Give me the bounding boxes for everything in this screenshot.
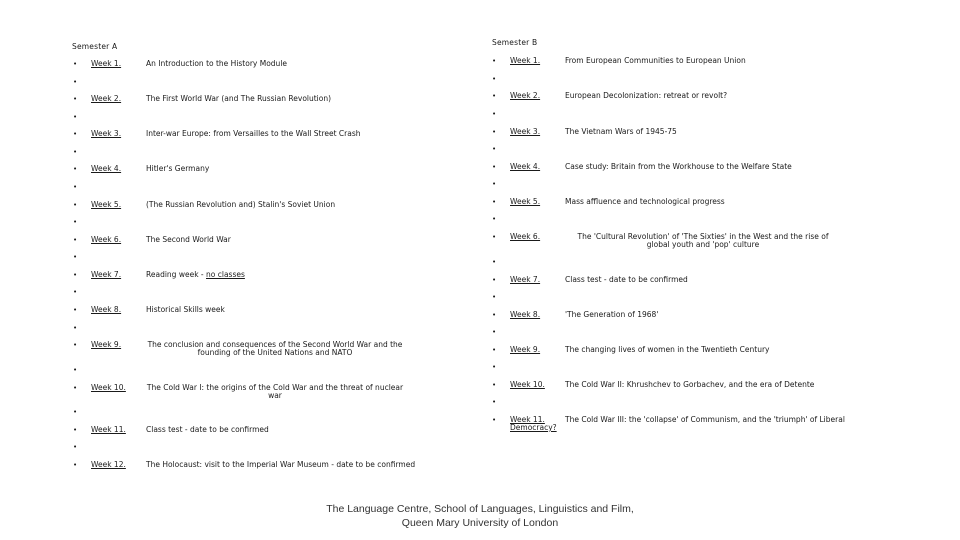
bullet-icon: • — [73, 288, 78, 296]
bullet-icon: • — [73, 95, 78, 103]
footer-credit — [0, 502, 960, 530]
bullet-icon: • — [73, 236, 78, 244]
bullet-icon: • — [73, 384, 78, 392]
week-label: Week 6. — [91, 235, 122, 244]
bullet-icon: • — [73, 443, 78, 451]
bullet-icon: • — [492, 163, 497, 171]
week-label: Week 6. — [510, 232, 541, 241]
bullet-icon: • — [73, 60, 78, 68]
week-topic: The 'Cultural Revolution' of 'The Sixties' in the West and the rise of global youth and 'pop' culture — [577, 232, 829, 249]
week-label: Week 10. — [510, 380, 545, 389]
bullet-icon: • — [73, 408, 78, 416]
week-label — [510, 416, 562, 432]
bullet-icon: • — [492, 57, 497, 65]
bullet-icon: • — [492, 398, 497, 406]
week-topic: Inter-war Europe: from Versailles to the Wall Street Crash — [146, 129, 361, 138]
week-topic: European Decolonization: retreat or revolt? — [565, 91, 728, 100]
week-label: Week 3. — [91, 129, 122, 138]
week-topic: The Vietnam Wars of 1945-75 — [565, 127, 677, 136]
bullet-icon: • — [73, 306, 78, 314]
bullet-icon: • — [492, 346, 497, 354]
week-topic: An Introduction to the History Module — [146, 59, 288, 68]
week-label: Week 4. — [91, 164, 122, 173]
bullet-icon: • — [492, 75, 497, 83]
week-topic: The Second World War — [146, 235, 231, 244]
bullet-icon: • — [73, 461, 78, 469]
bullet-icon: • — [73, 341, 78, 349]
bullet-icon: • — [73, 324, 78, 332]
week-label: Week 3. — [510, 127, 541, 136]
week-topic: (The Russian Revolution and) Stalin's Soviet Union — [146, 200, 336, 209]
bullet-icon: • — [73, 253, 78, 261]
bullet-icon: • — [492, 381, 497, 389]
week-topic: Mass affluence and technological progress — [565, 197, 725, 206]
week-label: Week 4. — [510, 162, 541, 171]
week-label: Week 1. — [91, 59, 122, 68]
bullet-icon: • — [73, 218, 78, 226]
week-topic: Class test - date to be confirmed — [146, 425, 269, 434]
bullet-icon: • — [73, 165, 78, 173]
bullet-icon: • — [492, 328, 497, 336]
bullet-icon: • — [73, 426, 78, 434]
bullet-icon: • — [73, 78, 78, 86]
week-label: Week 12. — [91, 460, 126, 469]
bullet-icon: • — [492, 416, 497, 424]
bullet-icon: • — [73, 113, 78, 121]
week-topic: The conclusion and consequences of the Second World War and the founding of the United Nations and NATO — [147, 340, 403, 357]
bullet-icon: • — [73, 366, 78, 374]
semester-a-heading: Semester A — [72, 42, 118, 51]
week-label: Week 8. — [91, 305, 122, 314]
week-topic: Class test - date to be confirmed — [565, 275, 688, 284]
bullet-icon: • — [73, 148, 78, 156]
week-topic: The changing lives of women in the Twentieth Century — [565, 345, 770, 354]
week-label: Week 7. — [91, 270, 122, 279]
bullet-icon: • — [73, 130, 78, 138]
week-label: Week 9. — [510, 345, 541, 354]
bullet-icon: • — [492, 110, 497, 118]
week-label: Week 11. — [91, 425, 126, 434]
bullet-icon: • — [492, 311, 497, 319]
week-topic: The First World War (and The Russian Revolution) — [146, 94, 332, 103]
week-label: Week 2. — [91, 94, 122, 103]
bullet-icon: • — [492, 363, 497, 371]
bullet-icon: • — [492, 215, 497, 223]
week-topic: Case study: Britain from the Workhouse to the Welfare State — [565, 162, 792, 171]
week-topic: 'The Generation of 1968' — [565, 310, 659, 319]
week-label: Week 7. — [510, 275, 541, 284]
bullet-icon: • — [73, 271, 78, 279]
week-topic — [146, 271, 245, 279]
bullet-icon: • — [492, 293, 497, 301]
bullet-icon: • — [492, 258, 497, 266]
bullet-icon: • — [492, 198, 497, 206]
no-classes-note: no classes — [206, 270, 245, 279]
week-label: Week 5. — [510, 197, 541, 206]
footer-line-1: The Language Centre, School of Languages, Linguistics and Film, — [326, 503, 634, 515]
week-topic: The Cold War I: the origins of the Cold War and the threat of nuclear war — [146, 383, 404, 400]
week-label: Week 5. — [91, 200, 122, 209]
week-number: Week 11. — [510, 415, 545, 424]
week-topic: Historical Skills week — [146, 305, 225, 314]
bullet-icon: • — [492, 128, 497, 136]
week-topic-text: Reading week - — [146, 270, 207, 279]
bullet-icon: • — [492, 276, 497, 284]
week-label: Week 2. — [510, 91, 541, 100]
week-label: Week 8. — [510, 310, 541, 319]
week-topic: Hitler's Germany — [146, 164, 210, 173]
footer-line-2: Queen Mary University of London — [401, 517, 559, 529]
week-topic: The Cold War II: Khrushchev to Gorbachev, and the era of Detente — [565, 380, 815, 389]
bullet-icon: • — [492, 233, 497, 241]
semester-b-heading: Semester B — [492, 38, 538, 47]
bullet-icon: • — [73, 183, 78, 191]
week-label: Week 9. — [91, 340, 122, 349]
bullet-icon: • — [492, 92, 497, 100]
bullet-icon: • — [492, 180, 497, 188]
week-label: Week 1. — [510, 56, 541, 65]
week-label: Week 10. — [91, 383, 126, 392]
week-topic: The Holocaust: visit to the Imperial War Museum - date to be confirmed — [146, 460, 416, 469]
week-label-continuation: Democracy? — [510, 423, 557, 432]
week-topic: From European Communities to European Union — [565, 56, 746, 65]
week-topic: The Cold War III: the 'collapse' of Communism, and the 'triumph' of Liberal — [565, 415, 845, 424]
bullet-icon: • — [492, 145, 497, 153]
bullet-icon: • — [73, 201, 78, 209]
